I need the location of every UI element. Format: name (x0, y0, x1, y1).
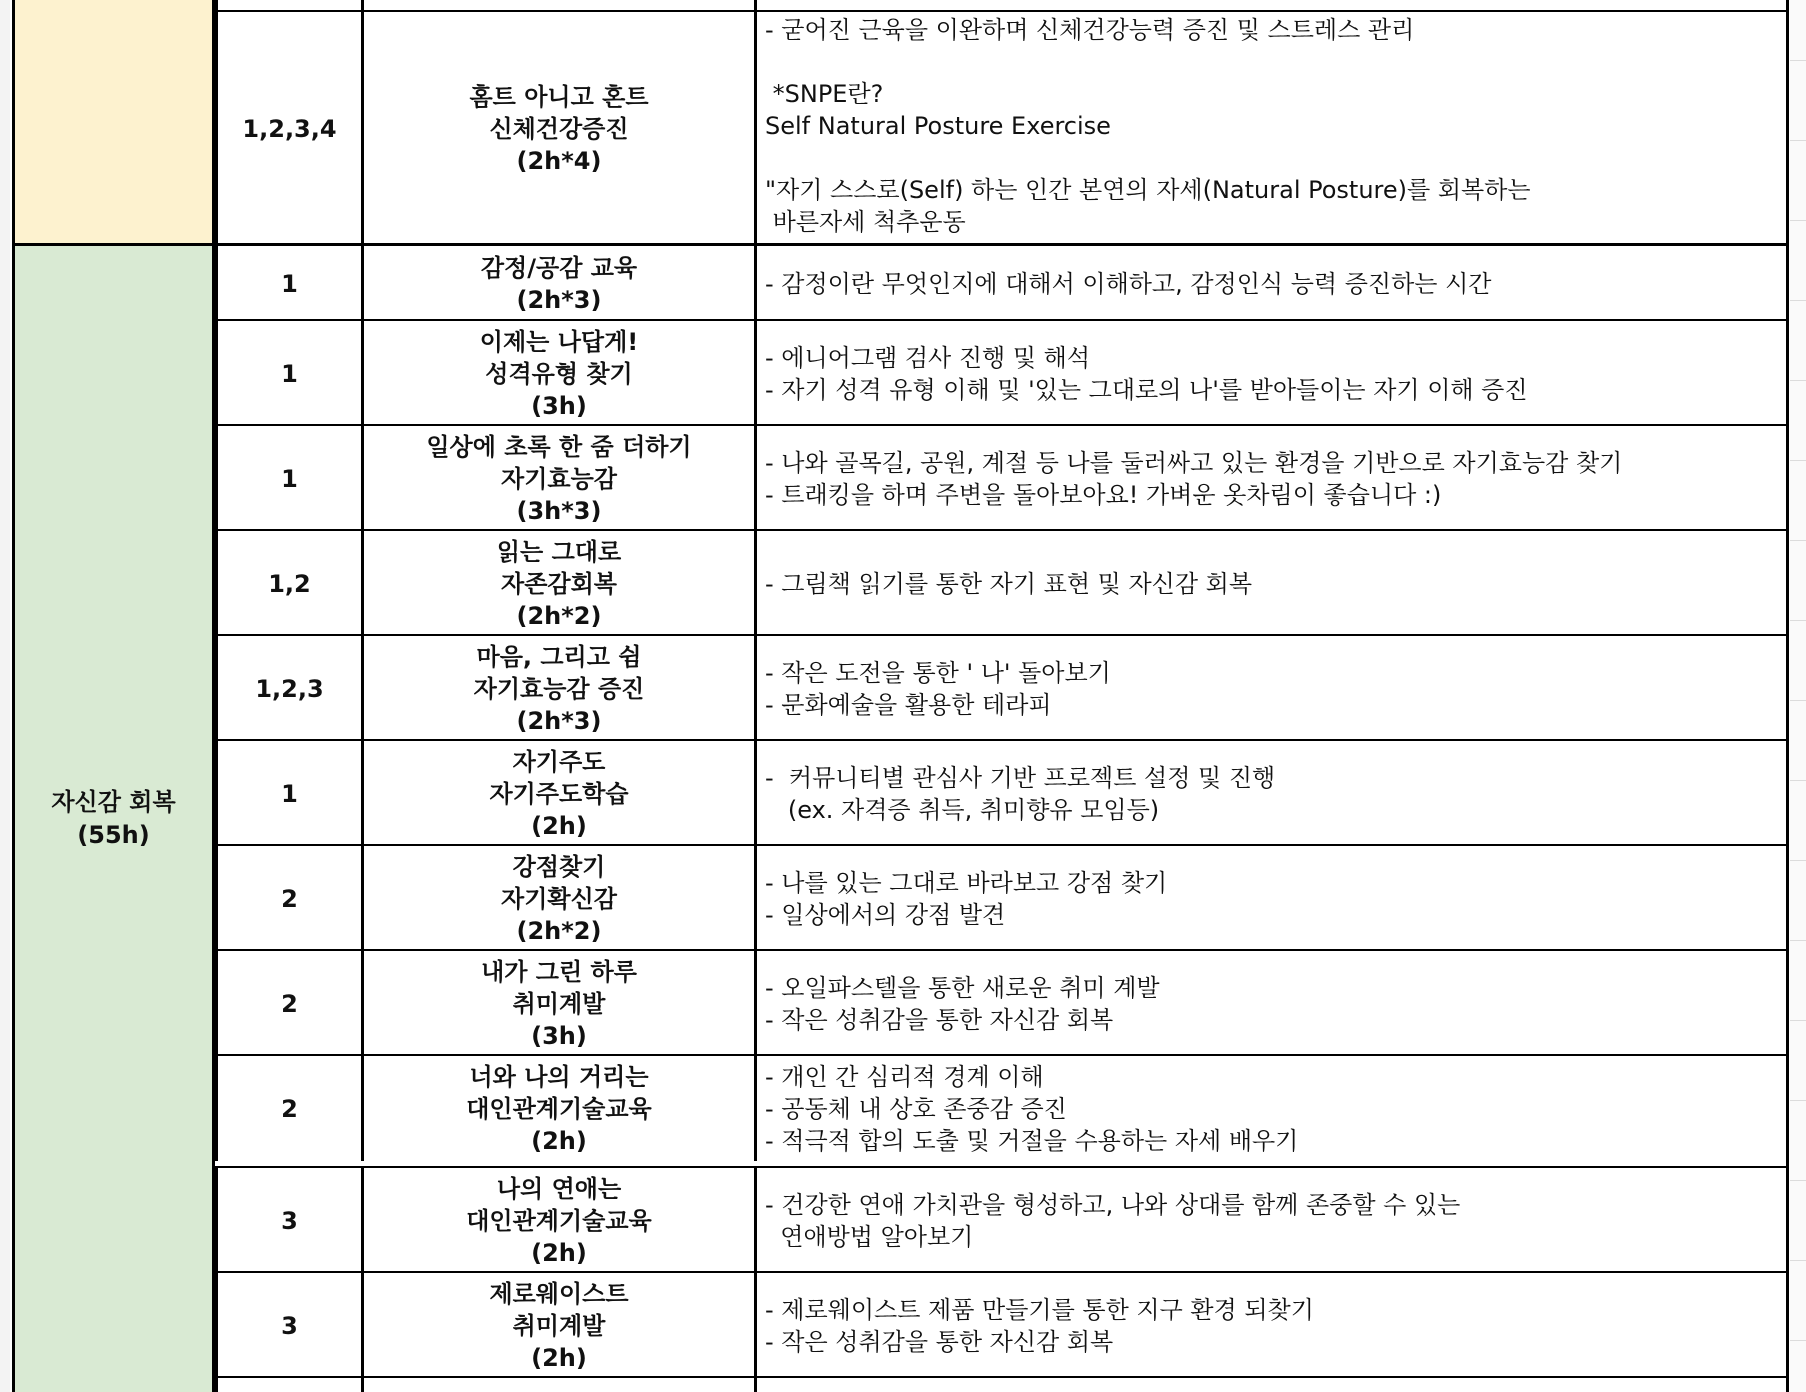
description-line: - 건강한 연애 가치관을 형성하고, 나와 상대를 함께 존중할 수 있는 (765, 1190, 1461, 1219)
program-title: 일상에 초록 한 줌 더하기 (426, 432, 692, 461)
table-row[interactable] (215, 1054, 1789, 1161)
session-cell[interactable]: 3 (215, 1273, 361, 1378)
description-cell[interactable] (754, 951, 1789, 1056)
table-row[interactable] (215, 949, 1789, 1056)
program-title: 읽는 그대로 (496, 537, 622, 566)
program-hours: (2h) (531, 1238, 587, 1267)
program-title-cell[interactable] (361, 426, 754, 531)
program-title: 자기확신감 (501, 884, 617, 913)
program-title-cell[interactable] (361, 321, 754, 426)
program-title-cell[interactable] (361, 636, 754, 741)
program-title: 성격유형 찾기 (485, 359, 633, 388)
table-border-right (1786, 0, 1789, 1392)
description-line: *SNPE란? (765, 80, 884, 108)
schedule-table (12, 0, 1789, 1392)
description-cell[interactable] (754, 1056, 1789, 1161)
program-title-cell[interactable] (361, 1273, 754, 1378)
session-cell[interactable]: 3 (215, 1168, 361, 1273)
table-row[interactable] (215, 1271, 1789, 1378)
session-cell[interactable]: 2 (215, 951, 361, 1056)
program-hours: (2h*3) (516, 285, 602, 314)
program-title: 내가 그린 하루 (481, 957, 637, 986)
description-line: "자기 스스로(Self) 하는 인간 본연의 자세(Natural Posture)를 회복하는 (765, 176, 1531, 204)
table-row[interactable] (215, 10, 1789, 245)
description-cell[interactable] (754, 426, 1789, 531)
group-column-divider (212, 0, 215, 1392)
description-cell[interactable] (754, 1168, 1789, 1273)
session-cell[interactable]: 2 (215, 1056, 361, 1161)
program-title: 마음, 그리고 쉼 (476, 642, 642, 671)
table-row[interactable] (215, 529, 1789, 636)
sheet-left-margin (0, 0, 10, 1392)
description-line (765, 142, 773, 174)
group-cell-confidence[interactable] (12, 243, 215, 1392)
program-title-cell[interactable] (361, 1056, 754, 1161)
program-title-cell[interactable] (361, 12, 754, 245)
program-title-cell[interactable] (361, 846, 754, 951)
program-title-cell[interactable] (361, 951, 754, 1056)
program-title-cell[interactable] (361, 246, 754, 321)
program-title: 자기주도 (512, 747, 606, 776)
session-cell[interactable]: 1,2,3 (215, 636, 361, 741)
table-row[interactable] (215, 844, 1789, 951)
group-label-line1: 자신감 회복 (51, 788, 176, 816)
description-line: - 개인 간 심리적 경계 이해 (765, 1062, 1044, 1091)
table-border-left (12, 0, 15, 1392)
program-title: 제로웨이스트 (489, 1279, 629, 1308)
program-title: 홈트 아니고 혼트 (469, 82, 649, 111)
description-line: - 공동체 내 상호 존중감 증진 (765, 1094, 1067, 1123)
description-line: - 나와 골목길, 공원, 계절 등 나를 둘러싸고 있는 환경을 기반으로 자기효능감 찾기 (765, 448, 1623, 477)
program-hours: (2h) (531, 1126, 587, 1155)
description-cell[interactable] (754, 636, 1789, 741)
description-line (765, 46, 773, 78)
program-hours: (2h*2) (516, 916, 602, 945)
program-title: 너와 나의 거리는 (469, 1062, 649, 1091)
description-line: - 작은 도전을 통한 ' 나' 돌아보기 (765, 658, 1111, 687)
program-title-cell[interactable] (361, 531, 754, 636)
program-title: 자기효능감 증진 (473, 674, 645, 703)
program-title: 신체건강증진 (489, 114, 629, 143)
program-title: 대인관계기술교육 (466, 1094, 652, 1123)
description-line: - 커뮤니티별 관심사 기반 프로젝트 설정 및 진행 (765, 763, 1276, 792)
program-title: 자존감회복 (501, 569, 617, 598)
description-line: - 나를 있는 그대로 바라보고 강점 찾기 (765, 868, 1168, 897)
session-cell[interactable]: 1 (215, 741, 361, 846)
description-line: 바른자세 척추운동 (765, 208, 966, 236)
program-title: 대인관계기술교육 (466, 1206, 652, 1235)
description-line: - 작은 성취감을 통한 자신감 회복 (765, 1005, 1114, 1034)
program-hours: (2h*2) (516, 601, 602, 630)
table-row[interactable] (215, 243, 1789, 321)
session-cell[interactable]: 1 (215, 246, 361, 321)
description-line: - 제로웨이스트 제품 만들기를 통한 지구 환경 되찾기 (765, 1295, 1314, 1324)
description-line: - 문화예술을 활용한 테라피 (765, 690, 1052, 719)
description-cell[interactable] (754, 12, 1789, 245)
program-hours: (3h) (531, 391, 587, 420)
program-title: 강점찾기 (512, 852, 606, 881)
description-cell[interactable] (754, 531, 1789, 636)
program-hours: (2h*4) (516, 146, 602, 175)
table-row-partial-bottom[interactable] (215, 1376, 1789, 1392)
table-row[interactable] (215, 319, 1789, 426)
description-cell[interactable] (754, 321, 1789, 426)
group-label-line2: (55h) (77, 821, 150, 849)
program-title: 나의 연애는 (496, 1174, 622, 1203)
group-cell-physical[interactable] (12, 0, 215, 245)
description-line: - 오일파스텔을 통한 새로운 취미 계발 (765, 973, 1160, 1002)
sheet-grid-margin (1790, 0, 1806, 1392)
session-cell[interactable]: 2 (215, 846, 361, 951)
description-cell[interactable] (754, 846, 1789, 951)
description-line: - 일상에서의 강점 발견 (765, 900, 1006, 929)
description-line: - 그림책 읽기를 통한 자기 표현 및 자신감 회복 (765, 569, 1253, 598)
table-row[interactable] (215, 1166, 1789, 1273)
program-title: 취미계발 (512, 1311, 606, 1340)
program-title: 취미계발 (512, 989, 606, 1018)
program-hours: (2h) (531, 811, 587, 840)
session-cell[interactable]: 1 (215, 426, 361, 531)
table-row[interactable] (215, 634, 1789, 741)
description-line: - 자기 성격 유형 이해 및 '있는 그대로의 나'를 받아들이는 자기 이해 증진 (765, 375, 1528, 404)
description-cell[interactable] (754, 1273, 1789, 1378)
description-line: - 적극적 합의 도출 및 거절을 수용하는 자세 배우기 (765, 1126, 1299, 1155)
session-cell[interactable]: 1 (215, 321, 361, 426)
program-hours: (2h) (531, 1343, 587, 1372)
description-line: - 감정이란 무엇인지에 대해서 이해하고, 감정인식 능력 증진하는 시간 (765, 269, 1492, 298)
program-title-cell[interactable] (361, 741, 754, 846)
program-hours: (3h*3) (516, 496, 602, 525)
program-title: 이제는 나답게! (479, 327, 639, 356)
description-line: (ex. 자격증 취득, 취미향유 모임등) (765, 795, 1160, 824)
program-title: 자기효능감 (501, 464, 617, 493)
description-line: - 에니어그램 검사 진행 및 해석 (765, 343, 1091, 372)
description-line: 연애방법 알아보기 (765, 1222, 974, 1251)
description-cell[interactable] (754, 741, 1789, 846)
program-hours: (3h) (531, 1021, 587, 1050)
table-row[interactable] (215, 739, 1789, 846)
description-line: - 굳어진 근육을 이완하며 신체건강능력 증진 및 스트레스 관리 (765, 16, 1415, 44)
program-title: 자기주도학습 (489, 779, 629, 808)
program-title-cell[interactable] (361, 1168, 754, 1273)
description-line: - 작은 성취감을 통한 자신감 회복 (765, 1327, 1114, 1356)
session-cell[interactable]: 1,2,3,4 (215, 12, 361, 245)
description-cell[interactable] (754, 246, 1789, 321)
session-cell[interactable]: 1,2 (215, 531, 361, 636)
description-line: - 트래킹을 하며 주변을 돌아보아요! 가벼운 옷차림이 좋습니다 :) (765, 480, 1442, 509)
program-hours: (2h*3) (516, 706, 602, 735)
table-row[interactable] (215, 424, 1789, 531)
description-line: Self Natural Posture Exercise (765, 112, 1111, 140)
program-title: 감정/공감 교육 (480, 253, 638, 282)
